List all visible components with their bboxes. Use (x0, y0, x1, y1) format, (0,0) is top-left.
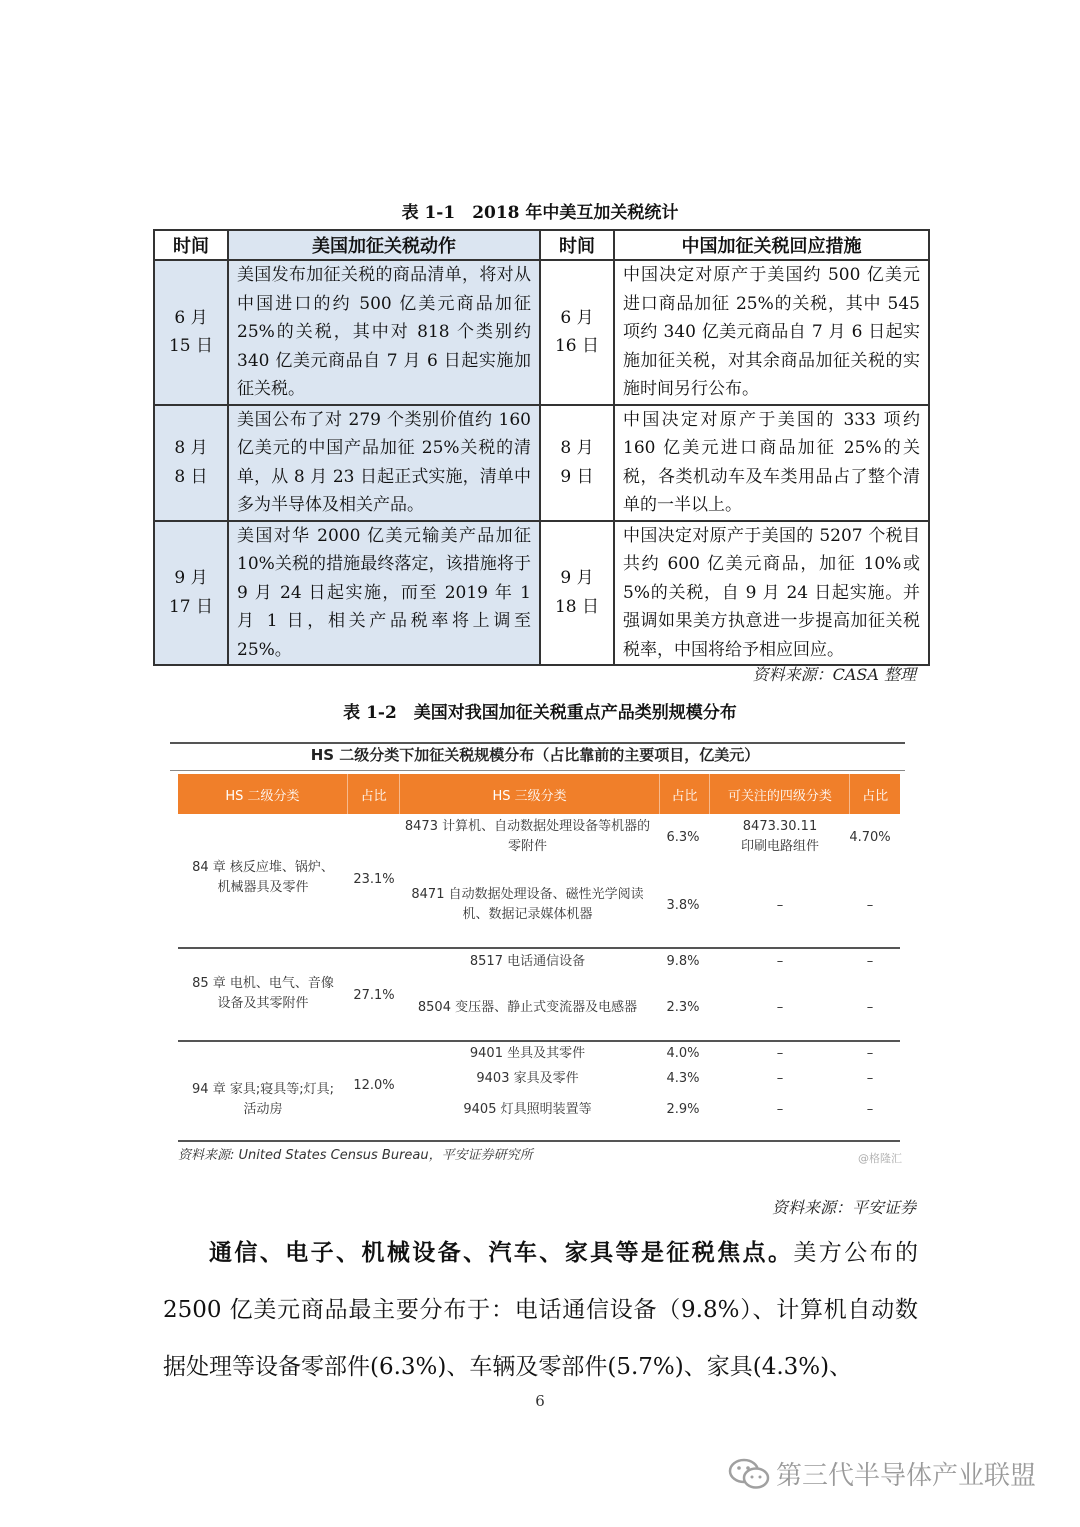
cn-action: 中国决定对原产于美国的 333 项约 160 亿美元进口商品加征 25%的关税，各类机动车及车类用品占了整个清单的一半以上。 (614, 405, 929, 521)
header-us-action: 美国加征关税动作 (228, 230, 540, 260)
hs3-item: 9401 坐具及其零件 (469, 1046, 586, 1061)
us-date: 6 月 15 日 (154, 260, 228, 405)
hs3-item: 8471 自动数据处理设备、磁性光学阅读 机、数据记录媒体机器 (411, 887, 644, 922)
hs4-share: – (866, 1102, 874, 1117)
hs4-item: – (776, 1102, 784, 1117)
hs3-item: 9403 家具及零件 (476, 1071, 579, 1086)
hs4-item: 8473.30.11 印刷电路组件 (740, 819, 819, 854)
cn-action: 中国决定对原产于美国约 500 亿美元进口商品加征 25%的关税，其中 545 项约 340 亿美元商品自 7 月 6 日起实施加征关税，对其余商品加征关税的实施时间另行公布。 (614, 260, 929, 405)
header-hs3: HS 三级分类 (400, 774, 659, 814)
figure-source: 资料来源: United States Census Bureau，平安证券研究所 (178, 1148, 533, 1163)
wechat-watermark (728, 1455, 1036, 1492)
hs3-share: 4.0% (666, 1046, 700, 1061)
table-row (154, 260, 929, 405)
cn-date: 6 月 16 日 (540, 260, 614, 405)
header-share-1: 占比 (348, 774, 401, 814)
hs3-item: 8504 变压器、静止式变流器及电感器 (417, 1000, 638, 1015)
hs3-share: 4.3% (666, 1071, 700, 1086)
table2-source: 资料来源：平安证券 (771, 1198, 916, 1217)
hs3-item: 8473 计算机、自动数据处理设备等机器的 零附件 (404, 819, 651, 854)
table1-source: 资料来源：CASA 整理 (752, 665, 916, 684)
table-row (154, 405, 929, 521)
figure-watermark: @格隆汇 (858, 1152, 902, 1165)
hs3-share: 6.3% (666, 830, 700, 845)
tariff-distribution-figure (170, 742, 910, 1172)
watermark-text: 第三代半导体产业联盟 (776, 1461, 1037, 1491)
us-date: 9 月 17 日 (154, 521, 228, 666)
paragraph-text: 美方公布的 2500 亿美元商品最主要分布于：电话通信设备（9.8%）、计算机自动数据处理等设备零部件(6.3%)、车辆及零部件(5.7%)、家具(4.3%)、 (163, 1240, 919, 1380)
cn-date: 8 月 9 日 (540, 405, 614, 521)
header-hs4: 可关注的四级分类 (710, 774, 850, 814)
wechat-icon (728, 1457, 770, 1491)
hs4-item: – (776, 898, 784, 913)
hs4-share: – (866, 898, 874, 913)
header-hs2: HS 二级分类 (178, 774, 348, 814)
group-divider (178, 947, 900, 949)
hs3-item: 8517 电话通信设备 (469, 954, 586, 969)
hs2-share: 12.0% (353, 1078, 395, 1093)
figure-title: HS 二级分类下加征关税规模分布（占比靠前的主要项目，亿美元） (310, 746, 760, 764)
us-action: 美国公布了对 279 个类别价值约 160 亿美元的中国产品加征 25%关税的清单，从 8 月 23 日起正式实施，清单中多为半导体及相关产品。 (228, 405, 540, 521)
bottom-rule (178, 1140, 900, 1142)
hs4-item: – (776, 1000, 784, 1015)
figure-header-row (178, 774, 900, 814)
hs3-share: 3.8% (666, 898, 700, 913)
us-action: 美国发布加征关税的商品清单，将对从中国进口的约 500 亿美元商品加征 25%的关税，其中对 818 个类别约 340 亿美元商品自 7 月 6 日起实施加征关税。 (228, 260, 540, 405)
header-cn-date: 时间 (540, 230, 614, 260)
hs4-share: 4.70% (849, 830, 891, 845)
header-share-2: 占比 (660, 774, 711, 814)
hs3-share: 2.9% (666, 1102, 700, 1117)
hs4-item: – (776, 1046, 784, 1061)
hs4-item: – (776, 1071, 784, 1086)
us-date: 8 月 8 日 (154, 405, 228, 521)
paragraph-lead: 通信、电子、机械设备、汽车、家具等是征税焦点。 (209, 1239, 794, 1266)
table-row (154, 521, 929, 666)
us-action: 美国对华 2000 亿美元输美产品加征 10%关税的措施最终落定，该措施将于 9 月 24 日起实施，而至 2019 年 1 月 1 日，相关产品税率将上调至 25%。 (228, 521, 540, 666)
hs4-share: – (866, 954, 874, 969)
page-number: 6 (535, 1392, 545, 1410)
header-cn-action: 中国加征关税回应措施 (614, 230, 929, 260)
header-us-date: 时间 (154, 230, 228, 260)
body-paragraph (163, 1224, 918, 1396)
hs2-category: 85 章 电机、电气、音像 设备及其零附件 (192, 976, 334, 1011)
header-share-3: 占比 (862, 788, 889, 804)
title-rule (170, 770, 905, 771)
cn-date: 9 月 18 日 (540, 521, 614, 666)
table2-caption: 表 1-2 美国对我国加征关税重点产品类别规模分布 (343, 703, 737, 723)
tariff-table (153, 229, 930, 666)
hs3-share: 9.8% (666, 954, 700, 969)
hs2-share: 27.1% (353, 988, 395, 1003)
hs2-share: 23.1% (353, 872, 395, 887)
hs4-share: – (866, 1000, 874, 1015)
cn-action: 中国决定对原产于美国的 5207 个税目共约 600 亿美元商品，加征 10%或 5%的关税，自 9 月 24 日起实施。并强调如果美方执意进一步提高加征关税税率，中国将给予相应回应。 (614, 521, 929, 666)
hs4-share: – (866, 1071, 874, 1086)
hs2-category: 94 章 家具;寝具等;灯具; 活动房 (192, 1082, 334, 1117)
hs2-category: 84 章 核反应堆、锅炉、 机械器具及零件 (192, 860, 334, 895)
table1-caption: 表 1-1 2018 年中美互加关税统计 (401, 203, 679, 223)
table-header-row (154, 230, 929, 260)
group-divider (178, 1040, 900, 1042)
hs3-share: 2.3% (666, 1000, 700, 1015)
hs4-share: – (866, 1046, 874, 1061)
hs4-item: – (776, 954, 784, 969)
hs3-item: 9405 灯具照明装置等 (463, 1102, 592, 1117)
